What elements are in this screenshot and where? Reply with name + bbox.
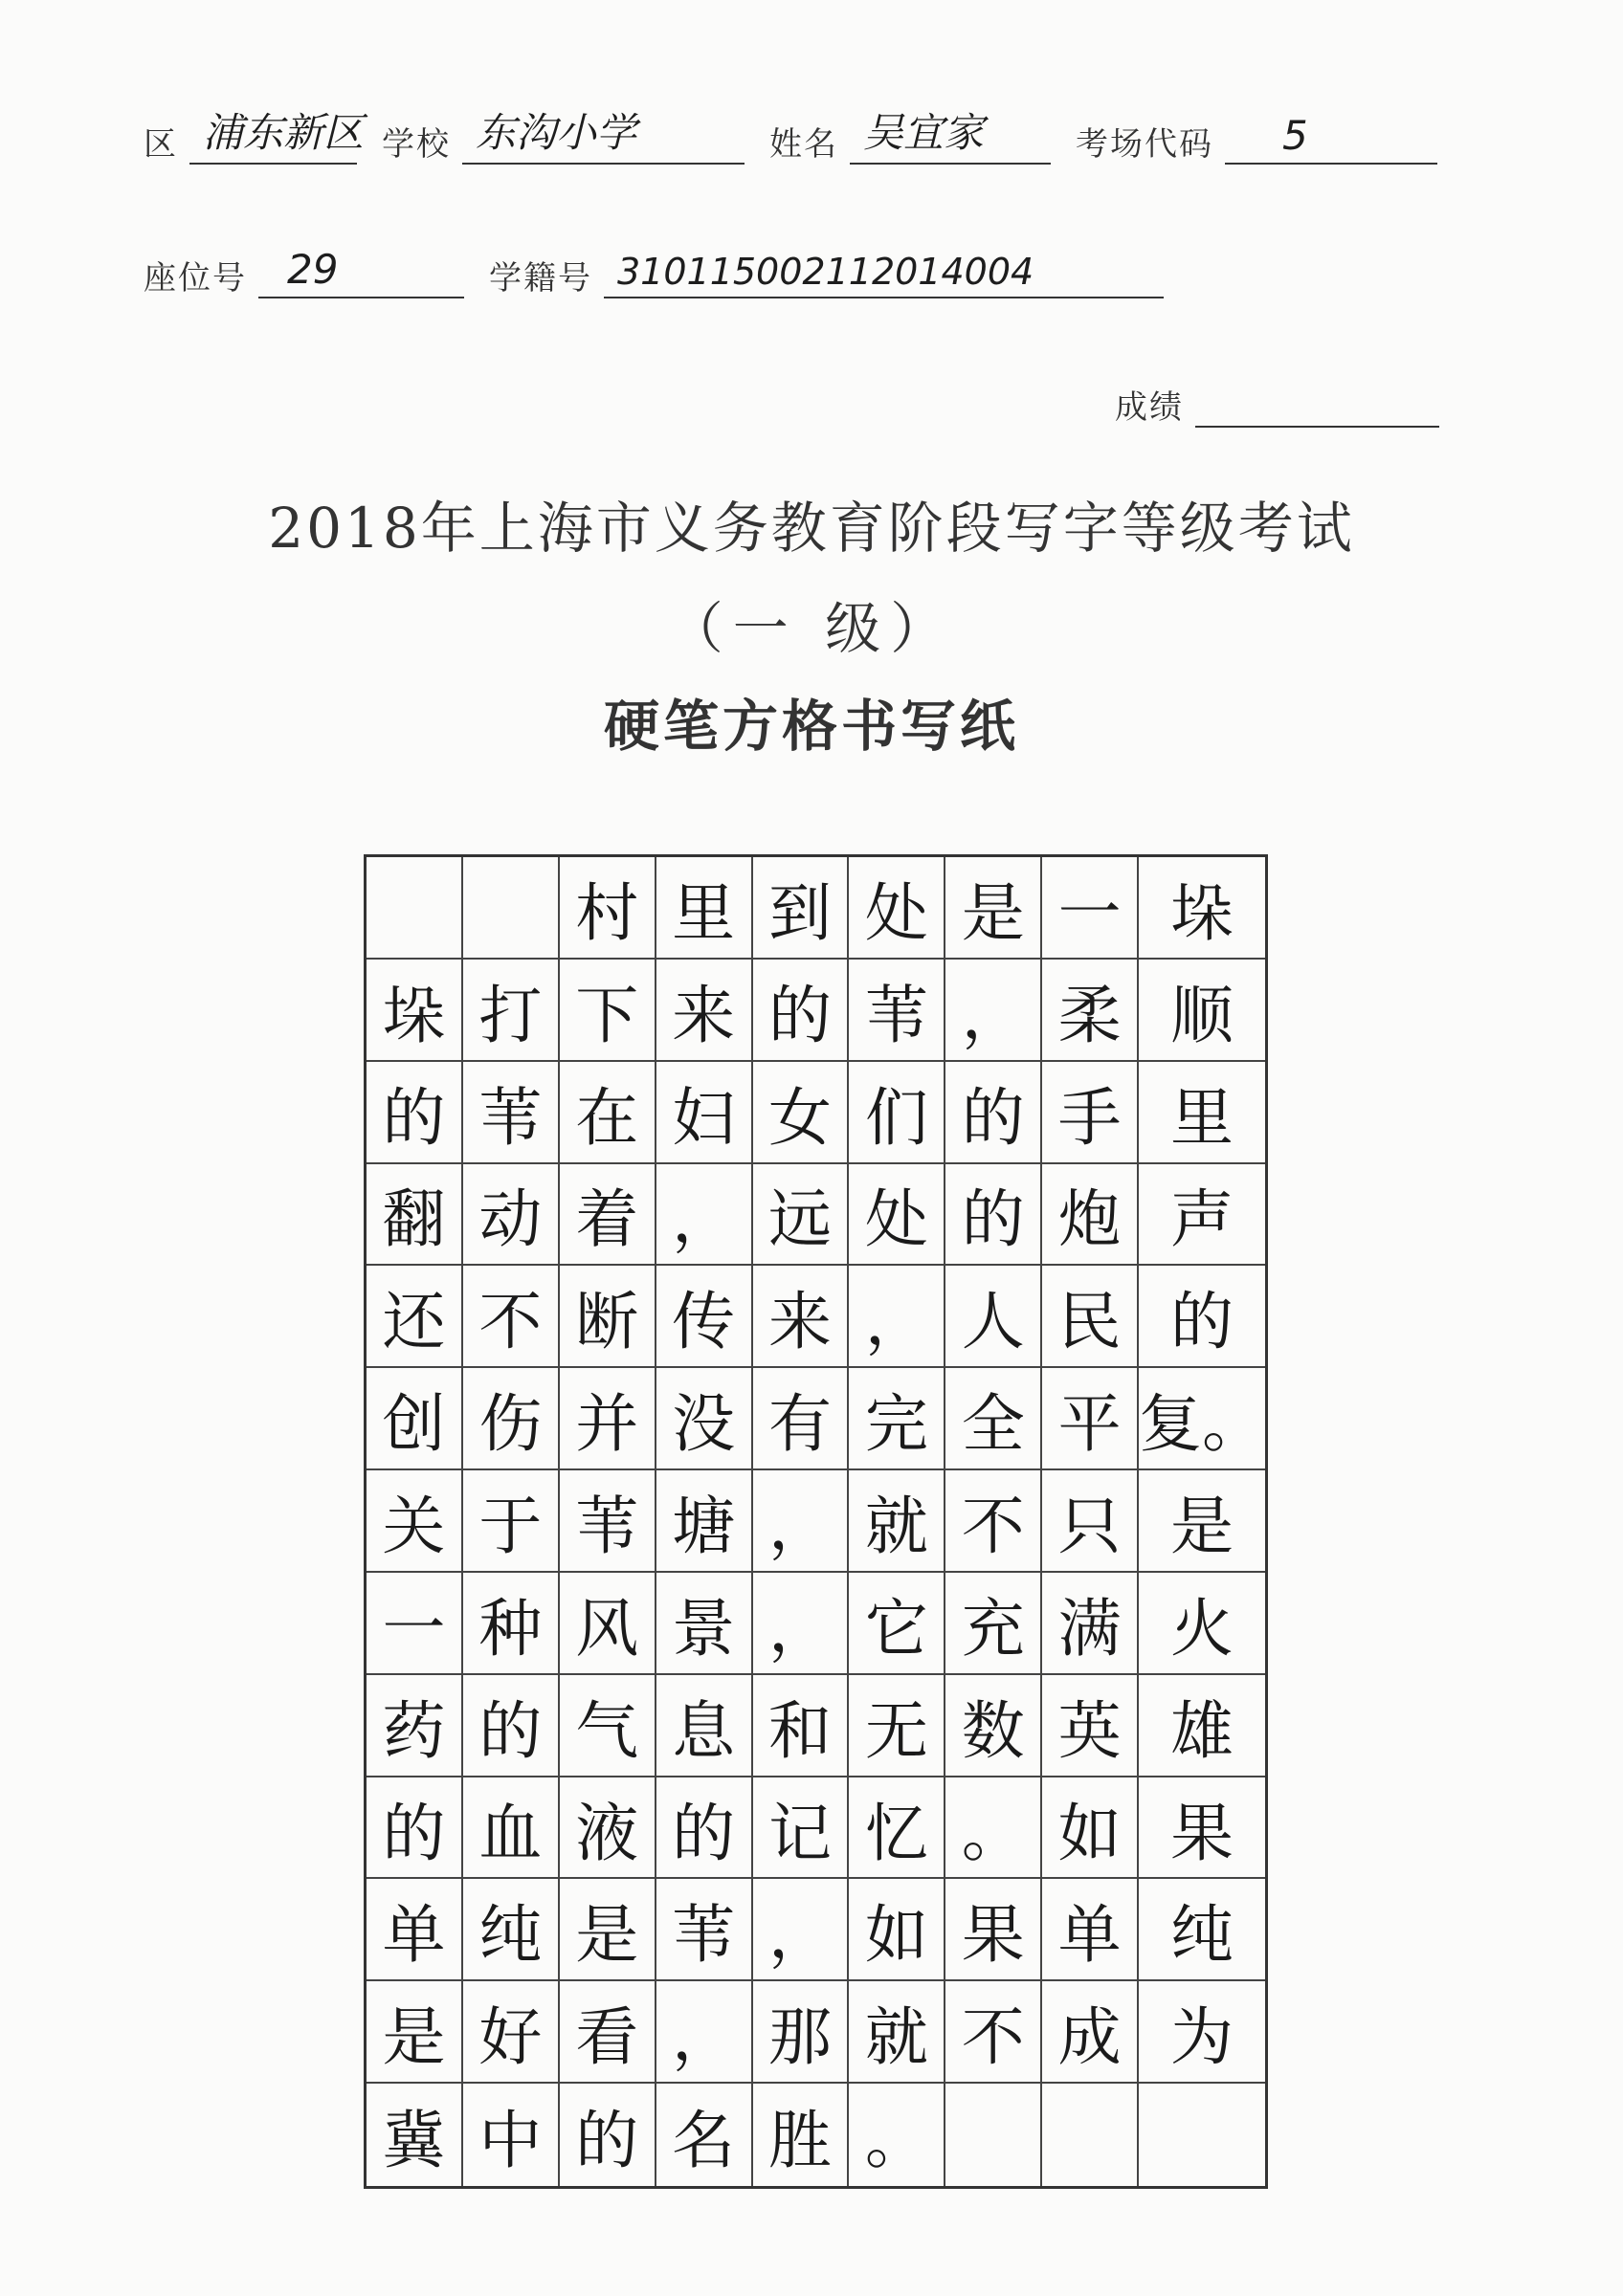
name-value: 吴宜家 [863, 109, 985, 156]
grid-cell: 就 [849, 1470, 945, 1573]
grid-cell: 妇 [656, 1062, 753, 1164]
grid-cell: ， [753, 1573, 850, 1675]
grid-cell: 动 [463, 1164, 560, 1267]
grid-cell: 无 [849, 1675, 945, 1777]
grid-cell: 创 [367, 1368, 463, 1470]
grid-cell: 村 [560, 857, 656, 960]
grid-cell: 关 [367, 1470, 463, 1573]
seat-field[interactable] [258, 239, 464, 298]
grid-cell: 没 [656, 1368, 753, 1470]
grid-cell: 的 [367, 1777, 463, 1880]
grid-cell: 如 [849, 1879, 945, 1981]
grid-cell: 名 [656, 2084, 753, 2186]
score-label: 成绩 [1115, 388, 1184, 427]
grid-cell [463, 857, 560, 960]
grid-cell: 来 [753, 1266, 850, 1368]
grid-cell: 只 [1042, 1470, 1139, 1573]
grid-cell: 是 [945, 857, 1042, 960]
grid-cell: 血 [463, 1777, 560, 1880]
grid-cell: 民 [1042, 1266, 1139, 1368]
grid-cell: 。 [945, 1777, 1042, 1880]
grid-cell: 炮 [1042, 1164, 1139, 1267]
grid-cell: 人 [945, 1266, 1042, 1368]
grid-cell: 那 [753, 1981, 850, 2084]
grid-cell [945, 2084, 1042, 2186]
grid-cell: 为 [1139, 1981, 1265, 2084]
grid-cell: 里 [1139, 1062, 1265, 1164]
grid-cell: 远 [753, 1164, 850, 1267]
grid-cell: 它 [849, 1573, 945, 1675]
grid-cell: 单 [367, 1879, 463, 1981]
name-field[interactable] [850, 105, 1051, 165]
grid-cell: 果 [945, 1879, 1042, 1981]
grid-cell: 不 [945, 1470, 1042, 1573]
grid-cell: 看 [560, 1981, 656, 2084]
grid-cell: 的 [945, 1062, 1042, 1164]
grid-cell: 苇 [463, 1062, 560, 1164]
grid-cell: 雄 [1139, 1675, 1265, 1777]
grid-cell: 息 [656, 1675, 753, 1777]
header-row-1 [144, 105, 1462, 165]
grid-cell: 到 [753, 857, 850, 960]
header-row-2 [144, 239, 1189, 298]
score-field[interactable] [1195, 368, 1439, 428]
grid-cell: 一 [1042, 857, 1139, 960]
grid-cell: ， [945, 960, 1042, 1062]
grid-cell: 不 [945, 1981, 1042, 2084]
grid-cell: 处 [849, 857, 945, 960]
grid-cell: 满 [1042, 1573, 1139, 1675]
grid-cell: 气 [560, 1675, 656, 1777]
grid-cell: 顺 [1139, 960, 1265, 1062]
grid-cell: 。 [849, 2084, 945, 2186]
grid-cell: 还 [367, 1266, 463, 1368]
grid-cell: 于 [463, 1470, 560, 1573]
grid-cell: 苇 [560, 1470, 656, 1573]
grid-cell: 苇 [656, 1879, 753, 1981]
grid-cell: 纯 [1139, 1879, 1265, 1981]
grid-cell: 有 [753, 1368, 850, 1470]
grid-cell: 如 [1042, 1777, 1139, 1880]
grid-cell: 处 [849, 1164, 945, 1267]
grid-cell: ， [753, 1879, 850, 1981]
name-label: 姓名 [769, 125, 838, 164]
grid-cell: 景 [656, 1573, 753, 1675]
grid-cell: 柔 [1042, 960, 1139, 1062]
grid-cell: 的 [753, 960, 850, 1062]
grid-cell: 平 [1042, 1368, 1139, 1470]
grid-cell: 声 [1139, 1164, 1265, 1267]
grid-cell: 在 [560, 1062, 656, 1164]
grid-cell: ， [753, 1470, 850, 1573]
grid-cell: 塘 [656, 1470, 753, 1573]
grid-cell: 药 [367, 1675, 463, 1777]
grid-cell: 是 [1139, 1470, 1265, 1573]
grid-cell: 翻 [367, 1164, 463, 1267]
grid-cell: 数 [945, 1675, 1042, 1777]
grid-cell [1139, 2084, 1265, 2186]
grid-cell: 果 [1139, 1777, 1265, 1880]
seat-value: 29 [287, 246, 339, 293]
seat-label: 座位号 [144, 259, 247, 298]
grid-cell: 英 [1042, 1675, 1139, 1777]
grid-cell: 传 [656, 1266, 753, 1368]
grid-cell: 火 [1139, 1573, 1265, 1675]
student-id-label: 学籍号 [489, 259, 592, 298]
grid-cell: 伤 [463, 1368, 560, 1470]
grid-cell: 记 [753, 1777, 850, 1880]
grid-cell: 垛 [367, 960, 463, 1062]
grid-cell: 女 [753, 1062, 850, 1164]
district-field[interactable] [189, 105, 365, 165]
grid-cell: 单 [1042, 1879, 1139, 1981]
grid-cell: 风 [560, 1573, 656, 1675]
student-id-field[interactable] [604, 239, 1164, 298]
school-value: 东沟小学 [476, 109, 637, 156]
grid-cell: 的 [1139, 1266, 1265, 1368]
grid-cell: 苇 [849, 960, 945, 1062]
grid-cell: 的 [463, 1675, 560, 1777]
exam-level: （一 级） [667, 596, 956, 661]
grid-cell: 是 [367, 1981, 463, 2084]
grid-cell: 的 [945, 1164, 1042, 1267]
grid-cell: 来 [656, 960, 753, 1062]
grid-cell [367, 857, 463, 960]
grid-cell: ， [849, 1266, 945, 1368]
grid-cell: 种 [463, 1573, 560, 1675]
exam-code-value: 5 [1282, 112, 1308, 159]
grid-cell: 一 [367, 1573, 463, 1675]
score-row [1115, 368, 1439, 428]
grid-cell: 断 [560, 1266, 656, 1368]
grid-cell: 打 [463, 960, 560, 1062]
grid-cell: 全 [945, 1368, 1042, 1470]
school-label: 学校 [382, 125, 451, 164]
district-value: 浦东新区 [203, 109, 365, 156]
grid-cell: 和 [753, 1675, 850, 1777]
district-label: 区 [144, 125, 178, 164]
grid-cell: 里 [656, 857, 753, 960]
grid-cell: 的 [656, 1777, 753, 1880]
grid-cell: 就 [849, 1981, 945, 2084]
exam-title: 2018年上海市义务教育阶段写字等级考试 [268, 496, 1355, 561]
school-field[interactable] [462, 105, 745, 165]
grid-cell: 成 [1042, 1981, 1139, 2084]
grid-cell: 纯 [463, 1879, 560, 1981]
grid-cell: 并 [560, 1368, 656, 1470]
grid-cell: 着 [560, 1164, 656, 1267]
grid-cell: 充 [945, 1573, 1042, 1675]
grid-cell [1042, 2084, 1139, 2186]
grid-cell: 复。 [1139, 1368, 1265, 1470]
grid-cell: ， [656, 1981, 753, 2084]
grid-cell: 的 [560, 2084, 656, 2186]
grid-cell: 完 [849, 1368, 945, 1470]
grid-cell: 中 [463, 2084, 560, 2186]
grid-cell: 液 [560, 1777, 656, 1880]
grid-cell: ， [656, 1164, 753, 1267]
grid-cell: 手 [1042, 1062, 1139, 1164]
paper-subtitle: 硬笔方格书写纸 [603, 694, 1019, 759]
grid-cell: 是 [560, 1879, 656, 1981]
grid-cell: 的 [367, 1062, 463, 1164]
grid-cell: 好 [463, 1981, 560, 2084]
grid-cell: 下 [560, 960, 656, 1062]
grid-cell: 冀 [367, 2084, 463, 2186]
exam-code-label: 考场代码 [1076, 125, 1213, 164]
grid-cell: 不 [463, 1266, 560, 1368]
grid-cell: 忆 [849, 1777, 945, 1880]
grid-cell: 们 [849, 1062, 945, 1164]
writing-grid [364, 854, 1268, 2189]
exam-code-field[interactable] [1225, 105, 1437, 165]
grid-cell: 垛 [1139, 857, 1265, 960]
student-id-value: 310115002112014004 [617, 251, 1034, 293]
grid-cell: 胜 [753, 2084, 850, 2186]
